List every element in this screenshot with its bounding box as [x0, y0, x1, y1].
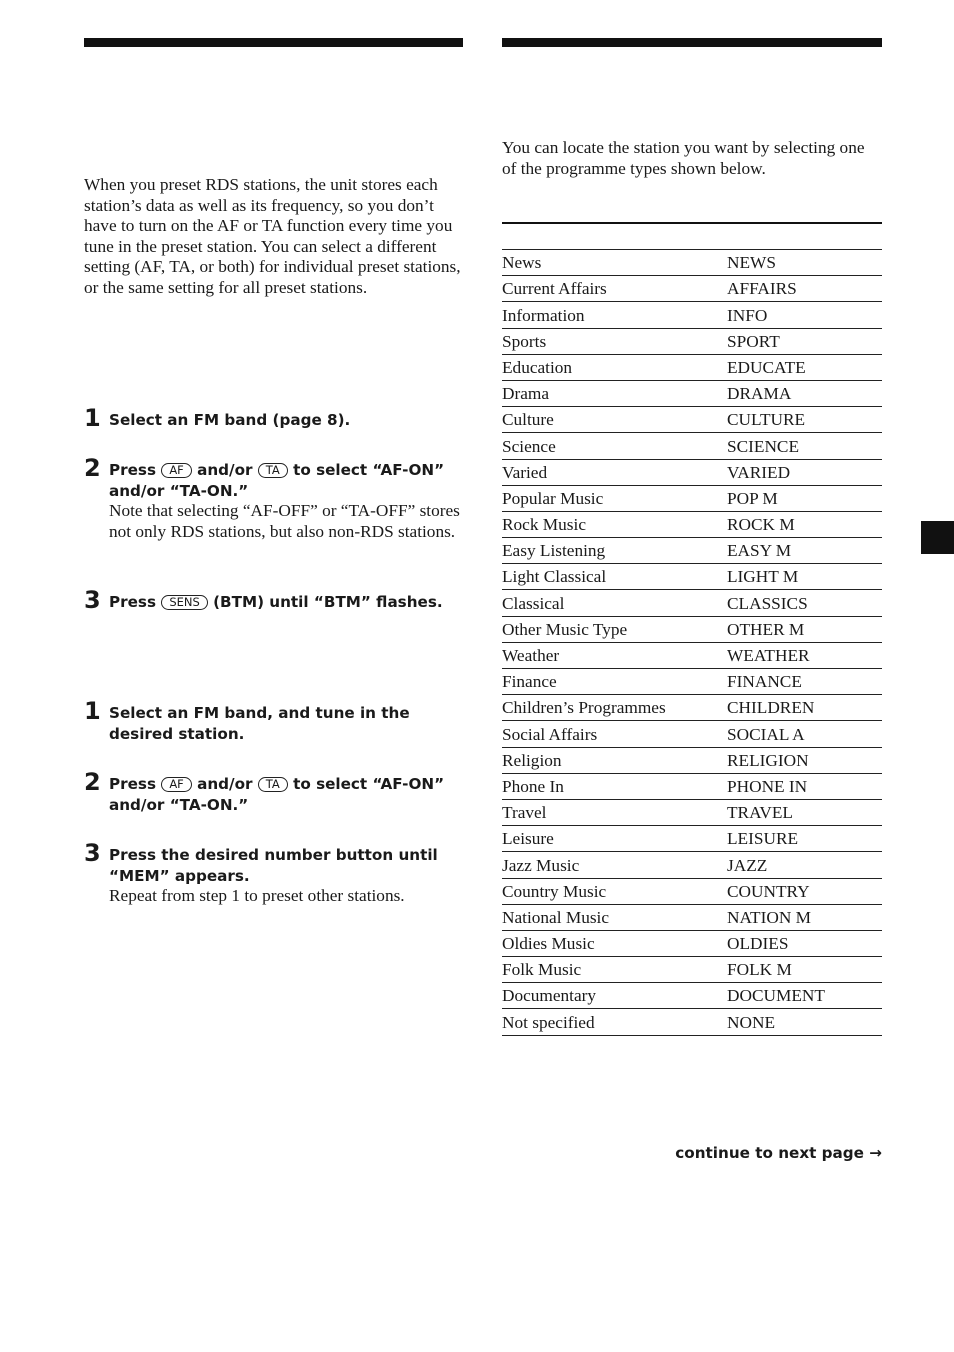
- programme-type-display: AFFAIRS: [727, 276, 882, 302]
- programme-type-table: [502, 249, 882, 1036]
- table-row: [502, 538, 882, 564]
- table-row: [502, 380, 882, 406]
- programme-type-name: Popular Music: [502, 485, 727, 511]
- table-row: [502, 878, 882, 904]
- programme-type-display: COUNTRY: [727, 878, 882, 904]
- table-row: [502, 616, 882, 642]
- group1-step-3: [84, 586, 464, 614]
- step-instruction: Press the desired number button until “MEM” appears.: [109, 846, 438, 885]
- continue-to-next-page: [666, 1143, 882, 1164]
- programme-type-display: JAZZ: [727, 852, 882, 878]
- ta-button-key: TA: [258, 777, 288, 792]
- table-row: [502, 773, 882, 799]
- left-intro-paragraph: When you preset RDS stations, the unit stores each station’s data as well as its frequency, so you don’t have to turn on the AF or TA function every time you tune in the preset station. You can select a different setting (AF, TA, or both) for individual preset stations, or the same setting for all preset stations.: [84, 175, 461, 297]
- step-instruction-rest: to select “AF-ON” and/or “TA-ON.”: [109, 461, 445, 500]
- programme-type-name: Religion: [502, 747, 727, 773]
- programme-type-display: SPORT: [727, 328, 882, 354]
- sens-button-key: SENS: [161, 595, 207, 610]
- table-row: [502, 328, 882, 354]
- programme-type-name: Oldies Music: [502, 930, 727, 956]
- continue-text: continue to next page: [675, 1144, 864, 1162]
- step-instruction: Select an FM band (page 8).: [109, 411, 351, 429]
- programme-type-display: OTHER M: [727, 616, 882, 642]
- programme-type-name: Science: [502, 433, 727, 459]
- programme-type-display: DOCUMENT: [727, 983, 882, 1009]
- programme-type-name: Sports: [502, 328, 727, 354]
- programme-type-name: Culture: [502, 407, 727, 433]
- table-row: [502, 904, 882, 930]
- programme-type-display: ROCK M: [727, 511, 882, 537]
- group2-step-3: [84, 839, 464, 907]
- programme-type-display: DRAMA: [727, 380, 882, 406]
- programme-type-display: CHILDREN: [727, 695, 882, 721]
- step-number: 1: [84, 404, 101, 432]
- programme-type-display: WEATHER: [727, 642, 882, 668]
- right-intro-paragraph: You can locate the station you want by selecting one of the programme types shown below.: [502, 138, 865, 178]
- programme-type-name: Education: [502, 354, 727, 380]
- left-heading-rule: [84, 38, 463, 47]
- table-row: [502, 957, 882, 983]
- table-row: [502, 930, 882, 956]
- programme-type-name: News: [502, 250, 727, 276]
- programme-type-display: FOLK M: [727, 957, 882, 983]
- table-row: [502, 302, 882, 328]
- programme-type-display: CLASSICS: [727, 590, 882, 616]
- programme-type-display: POP M: [727, 485, 882, 511]
- programme-type-display: EDUCATE: [727, 354, 882, 380]
- table-row: [502, 407, 882, 433]
- programme-type-display: NONE: [727, 1009, 882, 1035]
- programme-type-display: INFO: [727, 302, 882, 328]
- table-row: [502, 485, 882, 511]
- programme-type-name: Rock Music: [502, 511, 727, 537]
- af-button-key: AF: [161, 777, 191, 792]
- table-row: [502, 747, 882, 773]
- programme-type-name: Current Affairs: [502, 276, 727, 302]
- step-note: Note that selecting “AF-OFF” or “TA-OFF” stores not only RDS stations, but also non-RDS stations.: [109, 501, 460, 541]
- table-row: [502, 1009, 882, 1035]
- and-or-word: and/or: [197, 775, 253, 793]
- programme-type-display: FINANCE: [727, 669, 882, 695]
- table-row: [502, 276, 882, 302]
- programme-type-name: Travel: [502, 799, 727, 825]
- programme-type-display: SOCIAL A: [727, 721, 882, 747]
- table-row: [502, 511, 882, 537]
- step-number: 2: [84, 768, 101, 796]
- step-instruction: [109, 774, 464, 815]
- programme-type-display: OLDIES: [727, 930, 882, 956]
- press-word: Press: [109, 461, 157, 479]
- group2-step-1: [84, 697, 464, 744]
- programme-type-display: LIGHT M: [727, 564, 882, 590]
- programme-type-name: Phone In: [502, 773, 727, 799]
- section-tab-marker: [921, 521, 954, 554]
- table-row: [502, 826, 882, 852]
- table-row: [502, 564, 882, 590]
- table-row: [502, 669, 882, 695]
- programme-type-name: Children’s Programmes: [502, 695, 727, 721]
- table-row: [502, 354, 882, 380]
- programme-type-name: Varied: [502, 459, 727, 485]
- programme-type-display: CULTURE: [727, 407, 882, 433]
- right-heading-rule: [502, 38, 882, 47]
- programme-type-name: Easy Listening: [502, 538, 727, 564]
- programme-type-display: TRAVEL: [727, 799, 882, 825]
- programme-type-display: NATION M: [727, 904, 882, 930]
- table-top-rule: [502, 222, 882, 224]
- table-row: [502, 459, 882, 485]
- step-instruction: Select an FM band, and tune in the desired station.: [109, 704, 410, 743]
- programme-type-name: Not specified: [502, 1009, 727, 1035]
- table-row: [502, 250, 882, 276]
- step-instruction-rest: (BTM) until “BTM” flashes.: [213, 593, 443, 611]
- af-button-key: AF: [161, 463, 191, 478]
- step-instruction-rest: to select “AF-ON” and/or “TA-ON.”: [109, 775, 445, 814]
- programme-type-name: Light Classical: [502, 564, 727, 590]
- programme-type-display: LEISURE: [727, 826, 882, 852]
- programme-type-name: National Music: [502, 904, 727, 930]
- programme-type-display: EASY M: [727, 538, 882, 564]
- table-row: [502, 799, 882, 825]
- ta-button-key: TA: [258, 463, 288, 478]
- table-row: [502, 983, 882, 1009]
- programme-type-name: Social Affairs: [502, 721, 727, 747]
- table-row: [502, 642, 882, 668]
- step-number: 2: [84, 454, 101, 482]
- programme-type-name: Weather: [502, 642, 727, 668]
- group1-step-1: [84, 404, 464, 432]
- programme-type-name: Finance: [502, 669, 727, 695]
- programme-type-name: Leisure: [502, 826, 727, 852]
- arrow-right-icon: →: [869, 1144, 882, 1162]
- table-row: [502, 721, 882, 747]
- step-note: Repeat from step 1 to preset other stations.: [109, 886, 405, 905]
- group1-step-2: [84, 454, 464, 542]
- programme-type-display: VARIED: [727, 459, 882, 485]
- programme-type-name: Country Music: [502, 878, 727, 904]
- step-instruction: [109, 460, 464, 501]
- step-number: 3: [84, 839, 101, 867]
- programme-type-display: RELIGION: [727, 747, 882, 773]
- programme-type-name: Other Music Type: [502, 616, 727, 642]
- step-number: 3: [84, 586, 101, 614]
- step-instruction: [109, 592, 464, 613]
- press-word: Press: [109, 775, 157, 793]
- table-row: [502, 433, 882, 459]
- programme-type-display: NEWS: [727, 250, 882, 276]
- step-number: 1: [84, 697, 101, 725]
- programme-type-name: Drama: [502, 380, 727, 406]
- programme-type-name: Folk Music: [502, 957, 727, 983]
- group2-step-2: [84, 768, 464, 815]
- table-row: [502, 695, 882, 721]
- programme-type-name: Information: [502, 302, 727, 328]
- programme-type-name: Classical: [502, 590, 727, 616]
- press-word: Press: [109, 593, 157, 611]
- table-row: [502, 852, 882, 878]
- table-row: [502, 590, 882, 616]
- programme-type-display: SCIENCE: [727, 433, 882, 459]
- programme-type-display: PHONE IN: [727, 773, 882, 799]
- programme-type-name: Documentary: [502, 983, 727, 1009]
- and-or-word: and/or: [197, 461, 253, 479]
- programme-type-name: Jazz Music: [502, 852, 727, 878]
